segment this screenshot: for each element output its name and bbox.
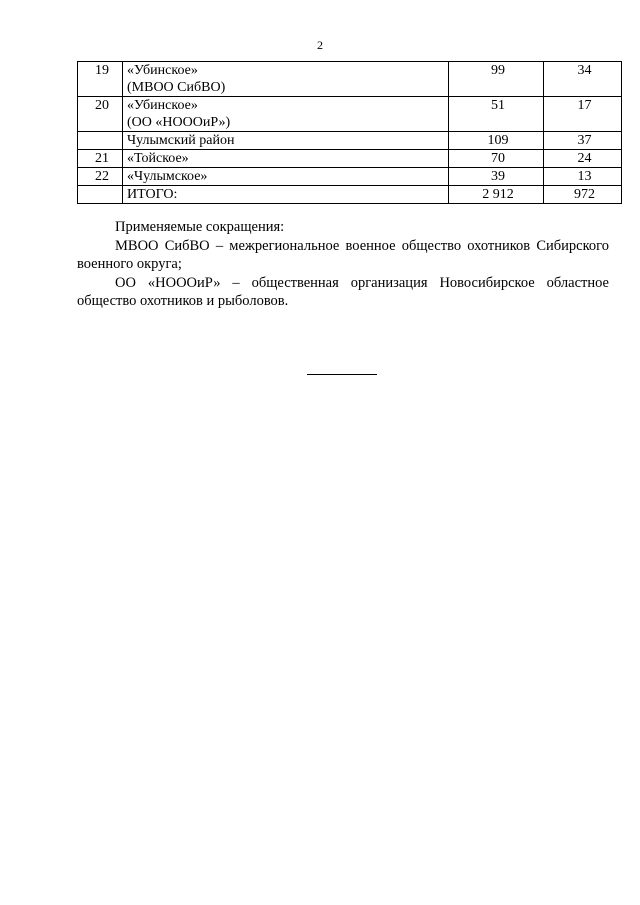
row-number: 21 <box>78 150 123 168</box>
table-row <box>78 168 622 186</box>
row-value-2: 13 <box>544 168 622 186</box>
row-value-1: 70 <box>449 150 544 168</box>
row-value-1: 99 <box>449 62 544 97</box>
abbreviations-section <box>77 218 609 311</box>
page-number: 2 <box>317 38 323 52</box>
table-row-total <box>78 186 622 204</box>
row-name <box>123 168 449 186</box>
row-value-1: 109 <box>449 132 544 150</box>
row-number: 22 <box>78 168 123 186</box>
data-table <box>77 61 622 204</box>
row-number: 19 <box>78 62 123 97</box>
row-name <box>123 132 449 150</box>
row-value-2: 37 <box>544 132 622 150</box>
row-number <box>78 132 123 150</box>
row-value-2: 24 <box>544 150 622 168</box>
row-name-line: «Тойское» <box>127 151 189 166</box>
abbreviation-item: МВОО СибВО – межрегиональное военное общество охотников Сибирского военного округа; <box>77 237 609 272</box>
table-row <box>78 62 622 97</box>
row-name-line: Чулымский район <box>127 133 235 148</box>
abbreviation-item: ОО «НОООиР» – общественная организация Новосибирское областное общество охотников и рыболовов. <box>77 274 609 309</box>
table-row <box>78 97 622 132</box>
row-name-line: (ОО «НОООиР») <box>127 115 231 130</box>
row-number: 20 <box>78 97 123 132</box>
row-value-2: 34 <box>544 62 622 97</box>
table-row <box>78 150 622 168</box>
abbreviations-heading: Применяемые сокращения: <box>115 219 285 235</box>
row-name-line: «Убинское» <box>127 98 198 113</box>
signature-rule <box>307 374 377 375</box>
row-name <box>123 62 449 97</box>
row-value-1: 2 912 <box>449 186 544 204</box>
row-number <box>78 186 123 204</box>
row-name <box>123 97 449 132</box>
row-name-line: (МВОО СибВО) <box>127 80 226 95</box>
row-value-1: 51 <box>449 97 544 132</box>
row-value-1: 39 <box>449 168 544 186</box>
table-row <box>78 132 622 150</box>
row-value-2: 17 <box>544 97 622 132</box>
row-name-line: ИТОГО: <box>127 187 178 202</box>
row-name <box>123 150 449 168</box>
row-name-line: «Чулымское» <box>127 169 208 184</box>
row-value-2: 972 <box>544 186 622 204</box>
row-name <box>123 186 449 204</box>
row-name-line: «Убинское» <box>127 63 198 78</box>
